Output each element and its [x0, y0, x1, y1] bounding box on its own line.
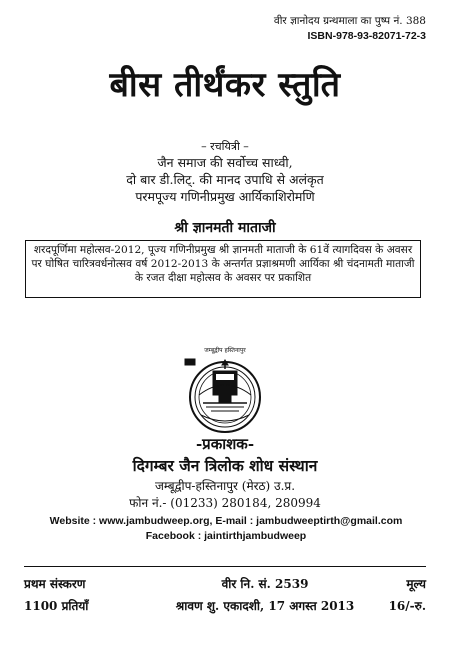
author-name: श्री ज्ञानमती माताजी: [174, 220, 276, 236]
publisher-label: -प्रकाशक-: [195, 435, 255, 453]
contact-links: [26, 514, 426, 544]
address-line: जम्बूद्वीप-हस्तिनापुर (मेरठ) उ.प्र.: [154, 479, 296, 493]
publication-notice: शरदपूर्णिमा महोत्सव-2012, पूज्य गणिनीप्रमुख श्री ज्ञानमती माताजी के 61वें त्यागदिवस के अवसर पर घोषित चारित्रवर्धनोत्सव वर्ष 2012-2013 के अन्तर्गत प्रज्ञाश्रमणी आर्यिका श्री चंदनामती माताजी के रजत दीक्षा महोत्सव के अवसर पर प्रकाशित: [25, 240, 421, 298]
phone-line: फोन नं.- (01233) 280184, 280994: [129, 496, 321, 510]
edition-label: प्रथम संस्करण: [24, 576, 86, 591]
edition-row: [24, 572, 426, 594]
footer-divider: [24, 566, 426, 567]
price-label: मूल्य: [406, 576, 426, 591]
website-email-line: Website : www.jambudweep.org, E-mail : jambudweeptirth@gmail.com: [49, 515, 403, 527]
series-info: [274, 14, 426, 44]
emblem-caption: जम्बूद्वीप हस्तिनापुर: [204, 347, 246, 354]
author-label: – रचयित्री –: [201, 140, 249, 153]
isbn: ISBN-978-93-82071-72-3: [307, 30, 426, 42]
era-label: वीर नि. सं. 2539: [221, 576, 309, 591]
edition-info: [24, 572, 426, 616]
edition-values-row: [24, 594, 426, 616]
publication-date: श्रावण शु. एकादशी, 17 अगस्त 2013: [175, 598, 355, 613]
copies: 1100 प्रतियाँ: [24, 598, 89, 613]
publisher-address: [0, 478, 450, 512]
author-line: दो बार डी.लिट्. की मानद उपाधि से अलंकृत: [126, 172, 324, 187]
facebook-line: Facebook : jaintirthjambudweep: [145, 530, 307, 542]
price: 16/-रु.: [388, 598, 426, 613]
author-line: जैन समाज की सर्वोच्च साध्वी,: [157, 155, 293, 170]
author-line: परमपूज्य गणिनीप्रमुख आर्यिकाशिरोमणि: [135, 189, 315, 204]
institute-emblem-icon: [173, 345, 277, 435]
series-number: वीर ज्ञानोदय ग्रन्थमाला का पुष्प नं. 388: [273, 15, 426, 27]
emblem-mark: [185, 359, 260, 432]
book-title: बीस तीर्थंकर स्तुति: [109, 65, 341, 105]
publisher-name: दिगम्बर जैन त्रिलोक शोध संस्थान: [132, 456, 318, 475]
author-description: [0, 154, 450, 205]
